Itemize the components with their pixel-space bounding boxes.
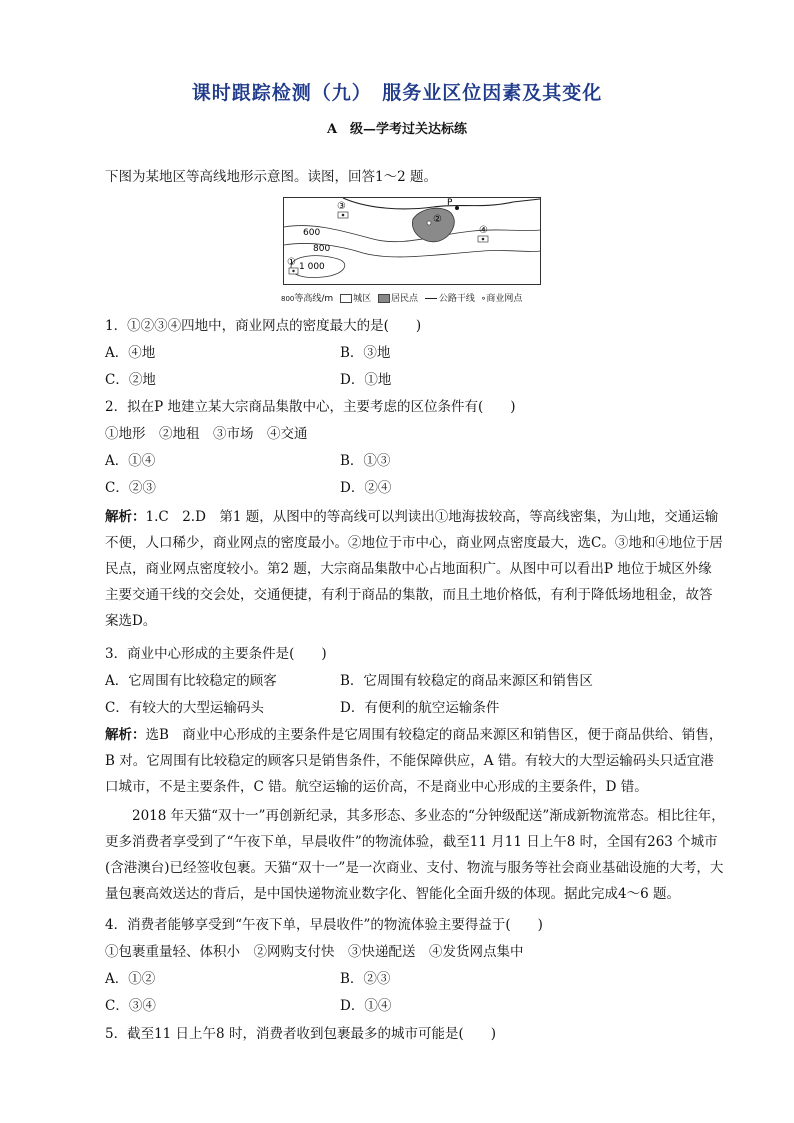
page-title: 课时跟踪检测（九） 服务业区位因素及其变化 [191,82,603,104]
legend-outlet: 商业网点 [486,294,523,304]
q5-stem: 5．截至11 日上午8 时，消费者收到包裹最多的城市可能是( ) [105,1026,496,1042]
q4-option-c: C．③④ [105,998,156,1014]
map-legend: 800等高线/m 城区 居民点 公路干线 ∘商业网点 [281,294,523,304]
legend-contour-value: 800 [281,295,295,303]
q1-option-d: D．①地 [340,372,392,388]
legend-residential: 居民点 [390,294,418,304]
q4-stem: 4．消费者能够享受到“午夜下单，早晨收件”的物流体验主要得益于( ) [105,917,543,933]
legend-road: 公路干线 [438,294,475,304]
q3-option-d: D．有便利的航空运输条件 [340,700,500,716]
label-c600: 600 [303,228,321,238]
q2-option-c: C．②③ [105,480,156,496]
q4-option-a: A．①② [105,971,156,987]
analysis-1 [105,504,725,634]
q2-option-b: B．①③ [340,453,391,469]
passage-text: 2018 年天猫“双十一”再创新纪录，其多形态、多业态的“分钟级配送”渐成新物流常态。相比往年，更多消费者享受到了“午夜下单，早晨收件”的物流体验，截至11 月11 日上午8 时，全国有263 个城市(含港澳台)已经签收包裹。天猫“双十一”是一次商业、支付、物流与服务等社会商业基础设施的大考，大量包裹高效送达的背后，是中国快递物流业数字化、智能化全面升级的体现。据此完成4～6 题。 [105,808,725,902]
label-site1: ① [287,257,296,268]
q2-option-d: D．②④ [340,480,392,496]
section-level: A 级—学考过关达标练 [326,122,468,137]
q4-option-d: D．①④ [340,998,392,1014]
q2-items: ①地形 ②地租 ③市场 ④交通 [105,426,308,442]
label-site3: ③ [337,201,346,212]
q4-option-b: B．②③ [340,971,391,987]
contour-map [283,197,541,285]
label-site2: ② [433,214,442,225]
analysis-2-label: 解析： [105,727,146,743]
analysis-2 [105,722,725,800]
q3-option-c: C．有较大的大型运输码头 [105,700,264,716]
q1-option-a: A．④地 [105,345,156,361]
q3-option-a: A．它周围有比较稳定的顾客 [105,673,277,689]
q1-option-c: C．②地 [105,372,156,388]
point-p [455,206,459,210]
analysis-2-text: 选B 商业中心形成的主要条件是它周围有较稳定的商品来源区和销售区，便于商品供给、销售，B 对。它周围有比较稳定的顾客只是销售条件，不能保障供应，A 错。有较大的大型运输码头只适宜港口城市，不是主要条件，C 错。航空运输的运价高，不是商业中心形成的主要条件，D 错。 [105,727,723,795]
label-site4: ④ [479,225,488,236]
q1-option-b: B．③地 [340,345,391,361]
legend-urban: 城区 [353,294,372,304]
label-c1000: 1 000 [299,262,325,272]
legend-contour: 等高线/m [294,294,334,304]
label-c800: 800 [313,244,331,254]
legend-residential-swatch [378,294,390,303]
label-p: P [447,198,453,208]
legend-urban-swatch [340,294,352,303]
q2-stem: 2．拟在P 地建立某大宗商品集散中心，主要考虑的区位条件有( ) [105,399,516,415]
q1-stem: 1．①②③④四地中，商业网点的密度最大的是( ) [105,318,422,334]
analysis-1-label: 解析： [105,509,146,525]
q4-items: ①包裹重量轻、体积小 ②网购支付快 ③快递配送 ④发货网点集中 [105,944,524,960]
q3-option-b: B．它周围有较稳定的商品来源区和销售区 [340,673,593,689]
q3-stem: 3．商业中心形成的主要条件是( ) [105,646,327,662]
intro-text-1: 下图为某地区等高线地形示意图。读图，回答1～2 题。 [105,169,437,185]
analysis-1-text: 1.C 2.D 第1 题，从图中的等高线可以判读出①地海拔较高，等高线密集，为山地，交通运输不便，人口稀少，商业网点的密度最小。②地位于市中心，商业网点密度最大，选C。③地和④地位于居民点，商业网点密度较小。第2 题，大宗商品集散中心占地面积广。从图中可以看出P 地位于城区外缘主要交通干线的交会处，交通便捷，有利于商品的集散，而且土地价格低，有利于降低场地租金，故答案选D。 [105,509,723,629]
q2-option-a: A．①④ [105,453,156,469]
legend-road-line [425,298,437,299]
